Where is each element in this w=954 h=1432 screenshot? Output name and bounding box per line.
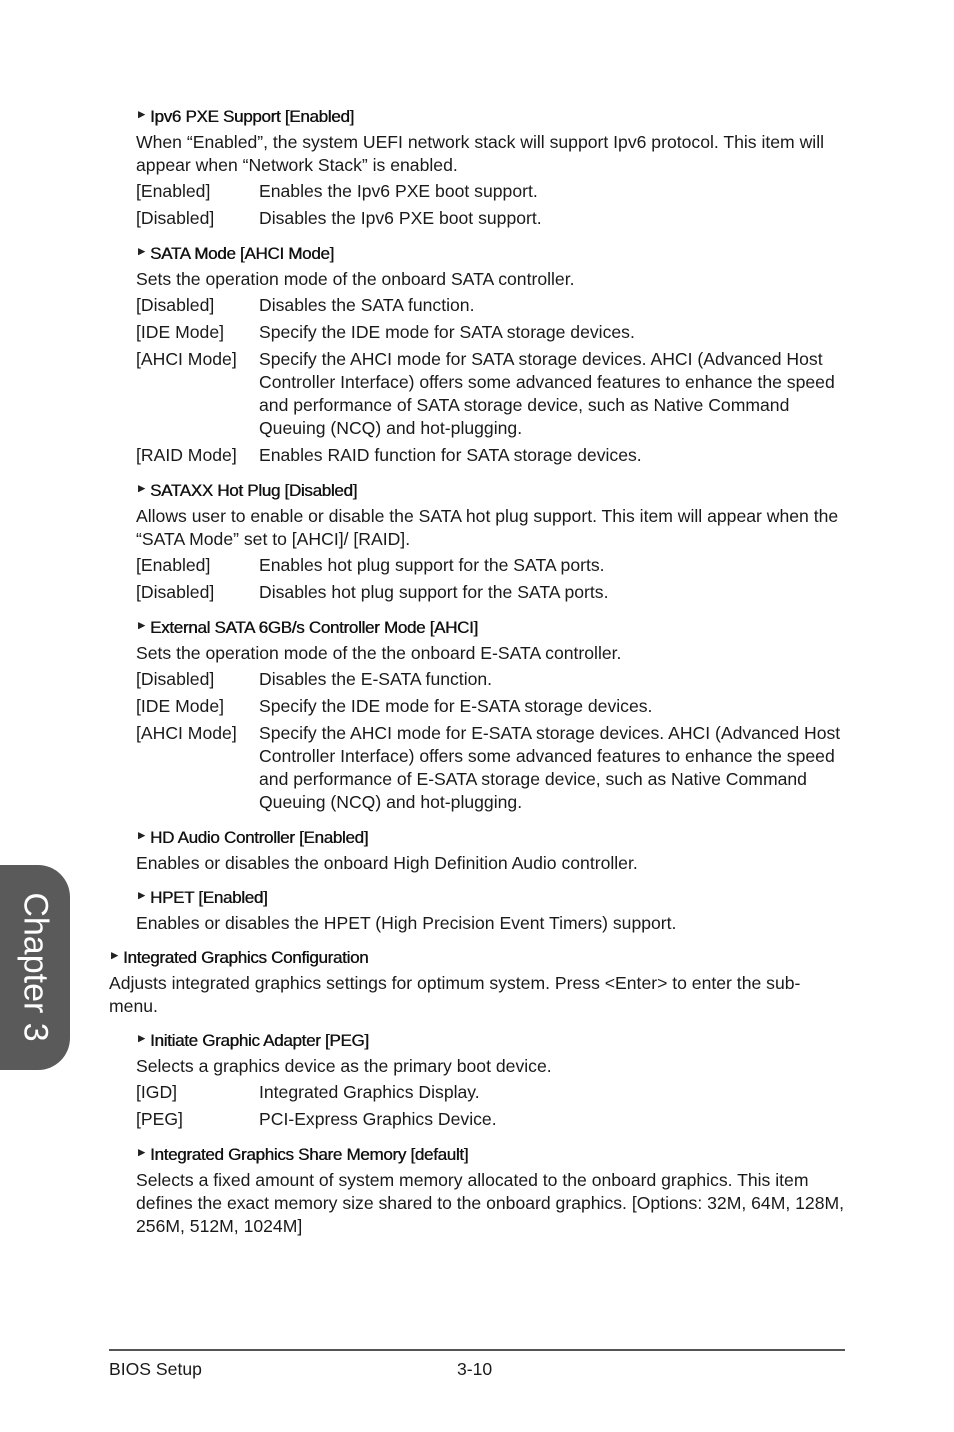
option-row <box>136 581 846 604</box>
setting-title: Integrated Graphics Configuration <box>123 948 369 967</box>
option-key: [Enabled] <box>136 555 211 575</box>
triangle-bullet-icon: ▶ <box>138 1033 145 1043</box>
option-key: [RAID Mode] <box>136 445 237 465</box>
setting-title: HPET [Enabled] <box>150 888 268 907</box>
option-row <box>136 207 846 230</box>
setting-heading <box>136 1030 846 1052</box>
option-value: Specify the AHCI mode for E-SATA storage devices. AHCI (Advanced Host Controller Interface) offers some advanced features to enhance the speed and performance of E-SATA storage device, such as Native Command Queuing (NCQ) and hot-plugging. <box>259 723 841 812</box>
option-value: PCI-Express Graphics Device. <box>259 1109 497 1129</box>
footer-page-number: 3-10 <box>457 1359 493 1379</box>
setting-section <box>0 617 954 824</box>
option-value: Specify the AHCI mode for SATA storage devices. AHCI (Advanced Host Controller Interface) offers some advanced features to enhance the speed and performance of SATA storage device, such as Native Command Queuing (NCQ) and hot-plugging. <box>259 349 835 438</box>
footer-section-title: BIOS Setup <box>109 1359 202 1379</box>
option-row <box>136 554 846 577</box>
option-key: [IDE Mode] <box>136 322 225 342</box>
setting-description: Adjusts integrated graphics settings for optimum system. Press <Enter> to enter the sub-menu. <box>109 973 801 1016</box>
option-row <box>136 348 846 440</box>
setting-heading <box>136 480 846 502</box>
option-key: [PEG] <box>136 1109 183 1129</box>
option-row <box>136 1108 846 1131</box>
setting-section <box>0 947 954 1027</box>
option-key: [IGD] <box>136 1082 178 1102</box>
option-row <box>136 321 846 344</box>
option-value: Disables hot plug support for the SATA ports. <box>259 582 609 602</box>
setting-title: Integrated Graphics Share Memory [default] <box>150 1145 469 1164</box>
setting-heading <box>136 1144 846 1166</box>
option-value: Specify the IDE mode for E-SATA storage devices. <box>259 696 653 716</box>
triangle-bullet-icon: ▶ <box>138 109 145 119</box>
option-key: [Disabled] <box>136 582 215 602</box>
option-row <box>136 668 846 691</box>
triangle-bullet-icon: ▶ <box>138 483 145 493</box>
triangle-bullet-icon: ▶ <box>138 246 145 256</box>
setting-heading <box>136 887 846 909</box>
setting-title: SATAXX Hot Plug [Disabled] <box>150 481 357 500</box>
option-row <box>136 294 846 317</box>
setting-heading <box>109 947 846 969</box>
option-row <box>136 1081 846 1104</box>
option-value: Disables the E-SATA function. <box>259 669 493 689</box>
setting-title: SATA Mode [AHCI Mode] <box>150 244 334 263</box>
setting-section <box>0 1144 954 1247</box>
option-key: [IDE Mode] <box>136 696 225 716</box>
setting-description: Selects a fixed amount of system memory allocated to the onboard graphics. This item defines the exact memory size shared to the onboard graphics. [Options: 32M, 64M, 128M, 256M, 512M, 1024M] <box>136 1170 845 1236</box>
option-row <box>136 444 846 467</box>
setting-heading <box>136 827 846 849</box>
setting-section <box>0 106 954 240</box>
option-value: Specify the IDE mode for SATA storage devices. <box>259 322 635 342</box>
option-key: [Disabled] <box>136 208 215 228</box>
setting-heading <box>136 106 846 128</box>
setting-description: Enables or disables the HPET (High Precision Event Timers) support. <box>136 913 677 933</box>
setting-section <box>0 827 954 884</box>
setting-description: Enables or disables the onboard High Definition Audio controller. <box>136 853 638 873</box>
setting-title: HD Audio Controller [Enabled] <box>150 828 369 847</box>
setting-title: Initiate Graphic Adapter [PEG] <box>150 1031 369 1050</box>
option-value: Enables the Ipv6 PXE boot support. <box>259 181 538 201</box>
setting-description: When “Enabled”, the system UEFI network stack will support Ipv6 protocol. This item will appear when “Network Stack” is enabled. <box>136 132 825 175</box>
option-key: [Disabled] <box>136 295 215 315</box>
option-key: [Disabled] <box>136 669 215 689</box>
triangle-bullet-icon: ▶ <box>138 890 145 900</box>
setting-description: Selects a graphics device as the primary boot device. <box>136 1056 552 1076</box>
setting-description: Allows user to enable or disable the SATA hot plug support. This item will appear when the “SATA Mode” set to [AHCI]/ [RAID]. <box>136 506 839 549</box>
manual-content <box>0 103 954 1247</box>
option-value: Disables the Ipv6 PXE boot support. <box>259 208 542 228</box>
option-row <box>136 695 846 718</box>
triangle-bullet-icon: ▶ <box>138 830 145 840</box>
option-value: Integrated Graphics Display. <box>259 1082 480 1102</box>
option-key: [Enabled] <box>136 181 211 201</box>
setting-heading <box>136 243 846 265</box>
footer-divider <box>109 1349 845 1351</box>
option-value: Disables the SATA function. <box>259 295 475 315</box>
setting-section <box>0 887 954 944</box>
setting-heading <box>136 617 846 639</box>
option-value: Enables RAID function for SATA storage devices. <box>259 445 642 465</box>
setting-title: Ipv6 PXE Support [Enabled] <box>150 107 354 126</box>
option-key: [AHCI Mode] <box>136 349 237 369</box>
setting-title: External SATA 6GB/s Controller Mode [AHCI] <box>150 618 478 637</box>
setting-description: Sets the operation mode of the the onboard E-SATA controller. <box>136 643 622 663</box>
option-value: Enables hot plug support for the SATA ports. <box>259 555 605 575</box>
setting-section <box>0 480 954 614</box>
triangle-bullet-icon: ▶ <box>138 620 145 630</box>
chapter-tab <box>0 865 70 1070</box>
option-row <box>136 722 846 814</box>
triangle-bullet-icon: ▶ <box>111 950 118 960</box>
chapter-label: Chapter 3 <box>16 892 55 1042</box>
setting-section <box>0 243 954 477</box>
triangle-bullet-icon: ▶ <box>138 1147 145 1157</box>
setting-description: Sets the operation mode of the onboard SATA controller. <box>136 269 575 289</box>
setting-section <box>0 1030 954 1141</box>
option-row <box>136 180 846 203</box>
option-key: [AHCI Mode] <box>136 723 237 743</box>
